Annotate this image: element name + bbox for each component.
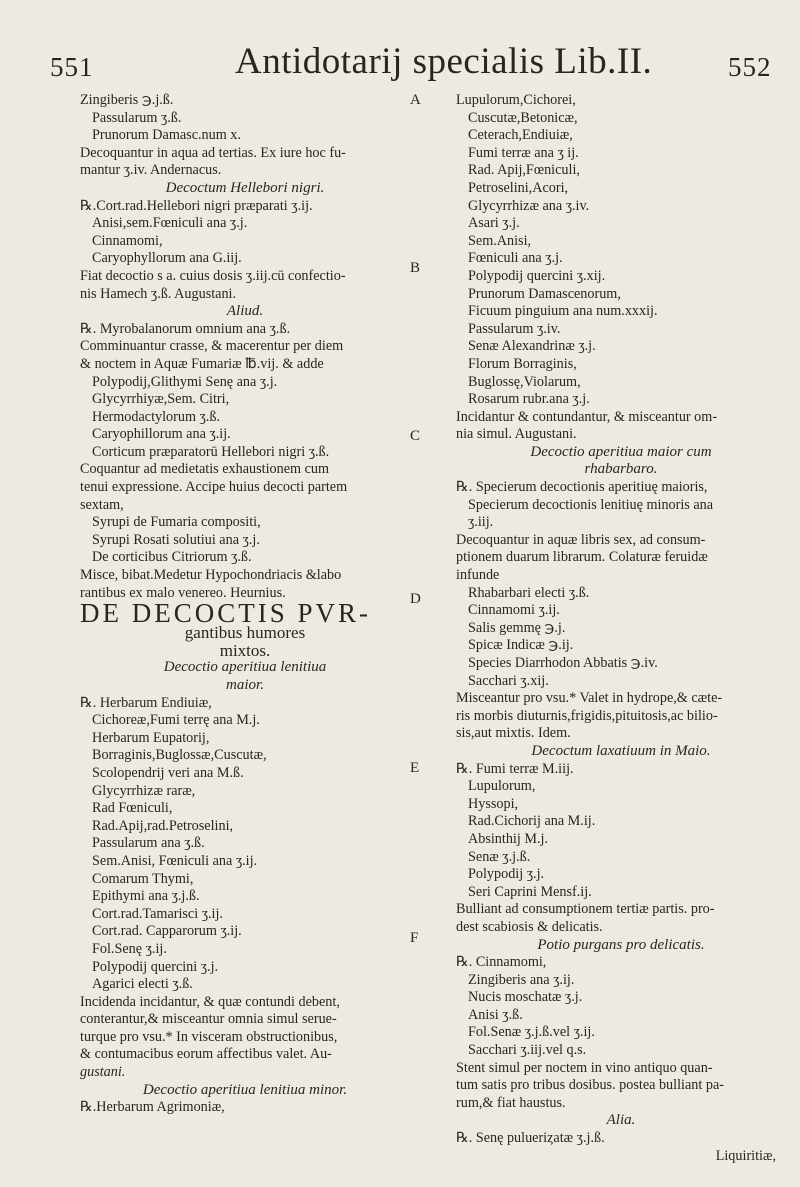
text-line: Ceterach,Endiuiæ, <box>468 127 573 144</box>
text-line: Incidenda incidantur, & quæ contundi debent, <box>80 993 340 1010</box>
text-line: Passularum ana ʒ.ß. <box>92 835 205 852</box>
text-line: Rad.Cichorij ana M.ij. <box>468 813 596 830</box>
text-line: Comminuantur crasse, & macerentur per diem <box>80 338 344 355</box>
text-line: Nucis moschatæ ʒ.j. <box>468 989 583 1006</box>
chapter-heading: mixtos. <box>219 640 271 660</box>
text-line: & contumacibus eorum affectibus valet. Au- <box>80 1046 332 1063</box>
text-line: Senæ Alexandrinæ ʒ.j. <box>468 338 596 355</box>
text-line: Prunorum Damascenorum, <box>468 285 621 302</box>
text-line: Rad.Apij,rad.Petroselini, <box>92 817 234 834</box>
catchword: Liquiritiæ, <box>715 1147 776 1164</box>
text-line: Scolopendrij veri ana M.ß. <box>92 764 244 781</box>
text-line: Passularum ʒ.iv. <box>468 320 561 337</box>
text-line: Rad Fœniculi, <box>92 800 173 817</box>
section-heading: Decoctio aperitiua maior cum <box>530 443 712 460</box>
text-line: Cort.rad.Tamarisci ʒ.ij. <box>92 905 223 922</box>
text-line: Incidantur & contundantur, & misceantur om- <box>456 408 718 425</box>
margin-letter-a: A <box>410 92 421 108</box>
text-line: Polypodij quercini ʒ.j. <box>92 958 219 975</box>
left-column <box>80 92 410 1117</box>
margin-letter-e: E <box>410 760 420 776</box>
text-line: Polypodij ʒ.j. <box>468 866 545 883</box>
text-line: ptionem duarum librarum. Colaturæ feruidæ <box>456 549 708 566</box>
text-line: Sacchari ʒ.iij.vel q.s. <box>468 1042 587 1059</box>
text-line: Syrupi de Fumaria compositi, <box>92 514 261 531</box>
margin-letter-d: D <box>410 591 421 607</box>
text-line: ʒ.iij. <box>468 514 494 531</box>
text-line: Lupulorum, <box>468 778 536 795</box>
text-line: Fœniculi ana ʒ.j. <box>468 250 563 267</box>
text-line: Agarici electi ʒ.ß. <box>92 976 193 993</box>
text-line: ris morbis diuturnis,frigidis,pituitosis,ac bilio- <box>456 707 718 724</box>
text-line: Decoquantur in aquæ libris sex, ad consum- <box>456 531 706 548</box>
text-line: Zingiberis ana ʒ.ij. <box>468 971 575 988</box>
section-heading: Alia. <box>606 1112 636 1129</box>
chapter-heading: gantibus humores <box>184 623 306 643</box>
text-line: Cichoreæ,Fumi terrę ana M.j. <box>92 712 260 729</box>
text-line: Syrupi Rosati solutiui ana ʒ.j. <box>92 531 260 548</box>
text-line: sextam, <box>80 496 124 513</box>
margin-letter-c: C <box>410 428 421 444</box>
text-line: & noctem in Aquæ Fumariæ ℔.vij. & adde <box>80 355 324 372</box>
text-line: rum,& fiat haustus. <box>456 1094 566 1111</box>
text-line: Glycyrrhizæ ana ʒ.iv. <box>468 197 590 214</box>
text-line: De corticibus Citriorum ʒ.ß. <box>92 549 252 566</box>
text-line: Passularum ʒ.ß. <box>92 109 182 126</box>
text-line: infunde <box>456 567 500 584</box>
text-line: Bulliant ad consumptionem tertiæ partis. pro- <box>456 901 715 918</box>
text-line: ℞.Cort.rad.Hellebori nigri præparati ʒ.ij. <box>80 197 313 214</box>
text-line: Anisi ʒ.ß. <box>468 1006 523 1023</box>
text-line: Ficuum pinguium ana num.xxxij. <box>468 303 658 320</box>
text-line: Anisi,sem.Fœniculi ana ʒ.j. <box>92 215 248 232</box>
text-line: Florum Borraginis, <box>468 355 577 372</box>
text-line: Asari ʒ.j. <box>468 215 520 232</box>
text-line: Sem.Anisi, <box>468 232 532 249</box>
text-line: Cort.rad. Capparorum ʒ.ij. <box>92 923 242 940</box>
section-heading: maior. <box>226 677 264 693</box>
text-line: Prunorum Damasc.num x. <box>92 127 241 144</box>
section-heading: Decoctio aperitiua lenitiua <box>163 659 327 676</box>
text-line: nia simul. Augustani. <box>456 426 577 443</box>
text-line: Caryophyllorum ana G.iij. <box>92 250 242 267</box>
text-line: Zingiberis ℈.j.ß. <box>80 92 174 108</box>
text-line: nis Hamech ʒ.ß. Augustani. <box>80 285 237 302</box>
text-line: Hyssopi, <box>468 795 519 812</box>
text-line: ℞. Senę pulueriȥatæ ʒ.j.ß. <box>456 1130 605 1147</box>
text-line: Cinnamomi, <box>92 232 163 249</box>
text-line: tenui expressione. Accipe huius decocti partem <box>80 479 348 496</box>
section-heading: Aliud. <box>226 303 264 320</box>
text-line: Borraginis,Buglossæ,Cuscutæ, <box>92 747 267 764</box>
text-line: Caryophillorum ana ʒ.ij. <box>92 426 231 443</box>
text-line: Absinthij M.j. <box>468 830 549 847</box>
text-line: ℞. Cinnamomi, <box>456 954 547 971</box>
text-line: mantur ʒ.iv. Andernacus. <box>80 162 222 179</box>
text-line: Lupulorum,Cichorei, <box>456 92 576 108</box>
text-line: Sacchari ʒ.xij. <box>468 672 549 689</box>
right-column <box>456 92 786 1165</box>
margin-letter-f: F <box>410 930 419 946</box>
text-line: Comarum Thymi, <box>92 870 194 887</box>
section-heading: rhabarbaro. <box>584 461 658 478</box>
text-line: Senæ ʒ.j.ß. <box>468 848 531 865</box>
text-line: Fumi terræ ana ʒ ij. <box>468 144 579 161</box>
text-line: Fol.Senę ʒ.ij. <box>92 940 167 957</box>
text-line: Glycyrrhizæ raræ, <box>92 782 196 799</box>
text-line: ℞. Specierum decoctionis aperitiuę maioris, <box>456 479 708 496</box>
text-line: Spicæ Indicæ ℈.ij. <box>468 637 574 654</box>
margin-letter-b: B <box>410 260 421 276</box>
text-line: Misceantur pro vsu.* Valet in hydrope,& cæte- <box>456 690 723 707</box>
text-line: Buglossę,Violarum, <box>468 373 581 390</box>
text-line: Glycyrrhiyæ,Sem. Citri, <box>92 391 230 408</box>
text-line: Specierum decoctionis lenitiuę minoris ana <box>468 496 714 513</box>
text-line: rantibus ex malo venereo. Heurnius. <box>80 584 286 601</box>
section-heading: Decoctum laxatiuum in Maio. <box>531 742 711 759</box>
text-line: Salis gemmę ℈.j. <box>468 619 566 636</box>
text-line: Misce, bibat.Medetur Hypochondriacis &labo <box>80 567 342 584</box>
running-header <box>0 40 800 90</box>
text-line: Corticum præparatorū Hellebori nigri ʒ.ß. <box>92 443 330 460</box>
text-line: Cuscutæ,Betonicæ, <box>468 109 578 126</box>
text-line: dest scabiosis & delicatis. <box>456 918 603 935</box>
page-number-left: 551 <box>50 52 94 82</box>
section-heading: Decoctum Hellebori nigri. <box>165 179 325 196</box>
text-line: Cinnamomi ʒ.ij. <box>468 602 560 619</box>
page-number-right: 552 <box>728 52 772 82</box>
text-line: Polypodij,Glithymi Senę ana ʒ.j. <box>92 373 278 390</box>
text-line: Rad. Apij,Fœniculi, <box>468 162 580 179</box>
chapter-heading: DE DECOCTIS PVR- <box>80 598 372 629</box>
text-line: tum satis pro tribus dosibus. postea bulliant pa- <box>456 1077 724 1094</box>
text-line: ℞.Herbarum Agrimoniæ, <box>80 1099 225 1116</box>
text-line: Rhabarbari electi ʒ.ß. <box>468 584 590 601</box>
text-line: conterantur,& misceantur omnia simul serue- <box>80 1011 337 1028</box>
text-line: Polypodij quercini ʒ.xij. <box>468 267 606 284</box>
text-line: Species Diarrhodon Abbatis ℈.iv. <box>468 655 658 671</box>
text-line: Rosarum rubr.ana ʒ.j. <box>468 391 590 408</box>
text-line: Fol.Senæ ʒ.j.ß.vel ʒ.ij. <box>468 1024 595 1041</box>
text-line: Herbarum Eupatorij, <box>92 729 210 746</box>
text-line: Fiat decoctio s a. cuius dosis ʒ.iij.cū confectio- <box>80 267 346 284</box>
text-line: turque pro vsu.* In visceram obstructionibus, <box>80 1028 338 1045</box>
text-line: ℞. Fumi terræ M.iij. <box>456 760 574 777</box>
text-line: Epithymi ana ʒ.j.ß. <box>92 888 200 905</box>
page-title: Antidotarij specialis Lib.II. <box>235 41 653 82</box>
section-heading: Potio purgans pro delicatis. <box>537 936 705 953</box>
text-line: ℞. Herbarum Endiuiæ, <box>80 694 212 711</box>
text-line: Sem.Anisi, Fœniculi ana ʒ.ij. <box>92 852 258 869</box>
text-line: Hermodactylorum ʒ.ß. <box>92 408 221 425</box>
text-line: Stent simul per noctem in vino antiquo quan- <box>456 1059 713 1076</box>
text-line: Decoquantur in aqua ad tertias. Ex iure hoc fu- <box>80 144 346 161</box>
text-line: gustani. <box>80 1064 126 1081</box>
text-line: Petroselini,Acori, <box>468 179 569 196</box>
text-line: sis,aut mixtis. Idem. <box>456 725 571 742</box>
text-line: ℞. Myrobalanorum omnium ana ʒ.ß. <box>80 320 291 337</box>
text-line: Coquantur ad medietatis exhaustionem cum <box>80 461 330 478</box>
text-line: Seri Caprini Mensf.ij. <box>468 883 592 900</box>
section-heading: Decoctio aperitiua lenitiua minor. <box>142 1081 348 1098</box>
